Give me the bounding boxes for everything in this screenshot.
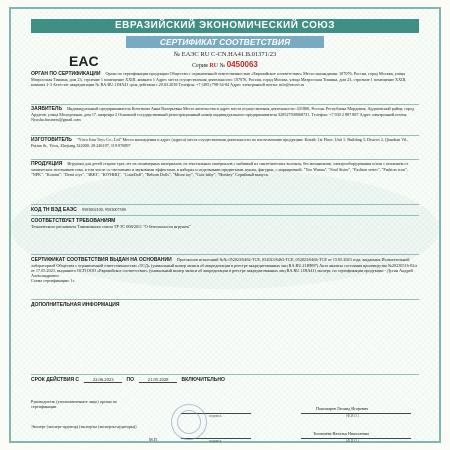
tnved-value: 9503002100, 9503007500: [81, 207, 126, 212]
section-label: ОРГАН ПО СЕРТИФИКАЦИИ: [31, 71, 101, 77]
divider: [31, 204, 419, 205]
organ-line: Место нахождения: 107076, Россия, город Москва, улица Матросская Тишина, дом 23, строение 1 помещение XXIII, комната 1: [31, 71, 405, 83]
head-label: Руководитель (уполномоченное лицо) органа по сертификации: [31, 399, 117, 409]
organ-line: Орган по сертификации продукции Общество с ограниченной ответственностью «Евразийское соответствие»: [105, 71, 303, 76]
expert-label: Эксперт (эксперт-аудитор) (эксперты (эксперты-аудиторы)): [31, 424, 137, 429]
number-label: № ЕАЭС: [173, 51, 199, 58]
expert-name: Толмачёва Наталья Николаевна: [313, 431, 370, 436]
manufacturer-line: "Yiwu Jinu Toys Co., Ltd": [76, 137, 122, 142]
organ-line: Адрес места осуществления деятельности: 107076, Россия, город Москва, улица Матросская Тишина, дом 23, строение 1 помещение XXIII, комната 1-3: [31, 77, 407, 88]
organ-line: Аттестат аккредитации № RA.RU.11HA41 срок действия с 20.03.2018: [52, 82, 178, 88]
series-number-label: №: [219, 63, 226, 69]
eac-mark-logo: EAC: [69, 53, 99, 69]
validity-from: 22.06.2023: [84, 377, 122, 383]
basis-line: Схема сертификации: 1с: [31, 278, 75, 284]
number-value: RU С-CN.HA41.B.01371/23: [200, 51, 277, 58]
validity-inclusive: ВКЛЮЧИТЕЛЬНО: [181, 377, 225, 383]
product-line: Игрушки для детей старше трех лет из полимерных материалов, из текстильных материалов с набивкой из синтетических волокон, без механизмов, электрооборудования и/или с питанием от химических источников тока, в том числе со световыми и звуковыми эффектами, в наборах и отдельными предметами: куклы, фигурки, с маркировкой: "Yoo Wanna", "Soul Sister", "Fashion series", "Fashion icon", "NPK", "Kotomi", "Demi toys", "ЗВЕЗ", "ЮУНИЦ", "CutieDoll", "Bebom Dolls", "Mioni toy", "Cute baby", "Honkey": [31, 161, 409, 178]
validity-to-label: ПО: [126, 377, 135, 383]
section-product: [31, 161, 419, 177]
requirements-value: Технического регламента Таможенного союза ТР ТС 008/2011 "О безопасности игрушек": [31, 224, 191, 230]
expert-signature-caption: подпись: [209, 439, 222, 443]
certificate-body: [31, 19, 419, 443]
certificate-number: [31, 51, 419, 58]
stamp-label: М.П.: [149, 437, 158, 442]
section-label: ДОПОЛНИТЕЛЬНАЯ ИНФОРМАЦИЯ: [31, 302, 120, 308]
expert-name-caption: (Ф.И.О.): [346, 439, 360, 443]
section-tnved: [31, 207, 419, 213]
organ-line: Телефон: +7 (495) 798-34-84 Адрес электронной почты: info@eacert.ru: [178, 82, 305, 88]
divider: [31, 299, 419, 300]
section-label: ЗАЯВИТЕЛЬ: [31, 106, 63, 112]
head-signature-caption: подпись: [209, 414, 222, 418]
divider: [31, 374, 419, 375]
applicant-line: Место жительства и адрес места осуществления деятельности: 431860, Россия, Республика Мордовия, Ардатовский район, город Ардатов, улица Молодежная, дом 17, квартира 2: [31, 106, 415, 118]
manufacturer-line: Место нахождения и адрес (адреса) места осуществления деятельности по изготовлению продукции: Китай, 1st Floor, Unit 1, Building 5, District 2, Qiandian Vil., Futian St., Yiwu, Zhejiang 322000, 29.246107, 119.976897: [31, 137, 409, 149]
series-code: RU: [209, 63, 218, 69]
head-name-caption: (Ф.И.О.): [346, 414, 360, 418]
applicant-line: Индивидуальный предприниматель Кочеткова Анна Валерьевна: [67, 106, 182, 111]
divider: [31, 254, 419, 255]
section-additional: [31, 302, 419, 308]
section-requirements: [31, 218, 419, 229]
validity-from-label: СРОК ДЕЙСТВИЯ С: [31, 377, 80, 383]
product-line: Серийный выпуск.: [235, 172, 269, 178]
divider: [31, 215, 419, 216]
section-manufacturer: [31, 137, 419, 148]
divider: [31, 104, 419, 105]
divider: [31, 159, 419, 160]
section-basis: [31, 257, 419, 283]
section-label: СЕРТИФИКАТ СООТВЕТСТВИЯ ВЫДАН НА ОСНОВАНИИ: [31, 257, 172, 263]
applicant-line: Основной государственный регистрационный номер индивидуального предпринимателя 320527500068731.: [118, 112, 311, 118]
validity-to: 21.05.2028: [139, 377, 177, 383]
applicant-line: Телефон: +7 930 2 887 887 Адрес электронной почты: Nyusha.business@gmail.com: [31, 112, 408, 123]
divider: [31, 135, 419, 136]
section-label: СООТВЕТСТВУЕТ ТРЕБОВАНИЯМ: [31, 218, 116, 224]
section-label: КОД ТН ВЭД ЕАЭС: [31, 207, 77, 213]
series-line: [31, 60, 419, 69]
head-name: Пономарев Леонид Игоревич: [316, 406, 369, 411]
section-applicant: [31, 106, 419, 122]
certificate-title: СЕРТИФИКАТ СООТВЕТСТВИЯ: [126, 36, 324, 48]
section-organ: [31, 71, 419, 87]
section-label: ИЗГОТОВИТЕЛЬ: [31, 137, 72, 143]
basis-line: Протоколов испытаний №№ 052023/6462-ТСЕ, 052023/6463-ТСЕ, 052023/6464-ТСЕ от 15.05.2023 года, выданных Испытательной лабораторией Общества с ограниченной ответственностью «ТСД» (уникальный номер записи об аккредитации в реестре аккредитованных лиц RA.RU.21ИН97): [31, 257, 410, 269]
certificate-border: [9, 7, 441, 443]
series-number: 0450063: [226, 60, 258, 69]
series-label: Серия: [192, 63, 208, 69]
union-header: ЕВРАЗИЙСКИЙ ЭКОНОМИЧЕСКИЙ СОЮЗ: [31, 19, 419, 33]
seal-stamp: [171, 404, 207, 440]
validity-dates: [31, 377, 419, 383]
basis-line: Акта анализа состояния производства №20230516-02/а от 17.05.2023, выданного ОСП ООО «Евразийское соответствие» (уникальный номер записи об аккредитации в реестре аккредитованных лиц RA.RU.11HA41) эксперт, по сертификации продукции - Дугин Андрей Александрович: [31, 263, 418, 279]
section-label: ПРОДУКЦИЯ: [31, 161, 63, 167]
